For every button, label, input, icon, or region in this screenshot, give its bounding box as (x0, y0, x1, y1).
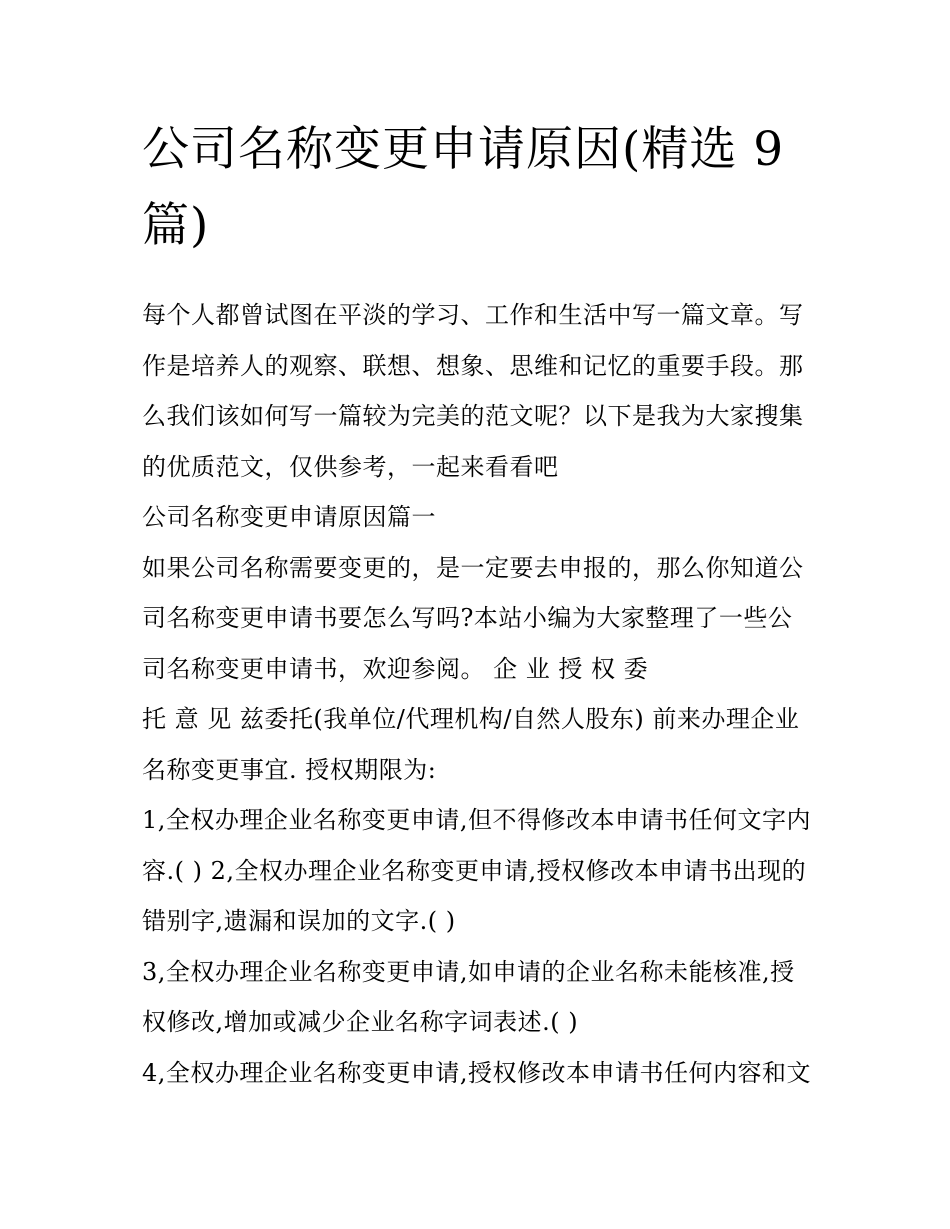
list-item: 3,全权办理企业名称变更申请,如申请的企业名称未能核准,授权修改,增加或减少企业名称字词表述.( ) (142, 957, 795, 1036)
body-paragraph: 如果公司名称需要变更的，是一定要去申报的，那么你知道公司名称变更申请书要怎么写吗?本站小编为大家整理了一些公司名称变更申请书，欢迎参阅。 企 业 授 权 委 (142, 553, 804, 683)
document-title: 公司名称变更申请原因(精选 9 篇) (142, 122, 785, 253)
intro-paragraph: 每个人都曾试图在平淡的学习、工作和生活中写一篇文章。写作是培养人的观察、联想、想象、思维和记忆的重要手段。那么我们该如何写一篇较为完美的范文呢？以下是我为大家搜集的优质范文，仅供参考，一起来看看吧 (142, 301, 804, 481)
document-page (142, 112, 814, 1098)
section-heading: 公司名称变更申请原因篇一 (142, 503, 436, 531)
body-paragraph: 托 意 见 兹委托(我单位/代理机构/自然人股东) 前来办理企业名称变更事宜. 授权期限为: (142, 705, 800, 784)
list-item: 1,全权办理企业名称变更申请,但不得修改本申请书任何文字内容.( ) 2,全权办理企业名称变更申请,授权修改本申请书出现的错别字,遗漏和误加的文字.( ) (142, 806, 812, 935)
list-item: 4,全权办理企业名称变更申请,授权修改本申请书任何内容和文 (142, 1058, 812, 1087)
